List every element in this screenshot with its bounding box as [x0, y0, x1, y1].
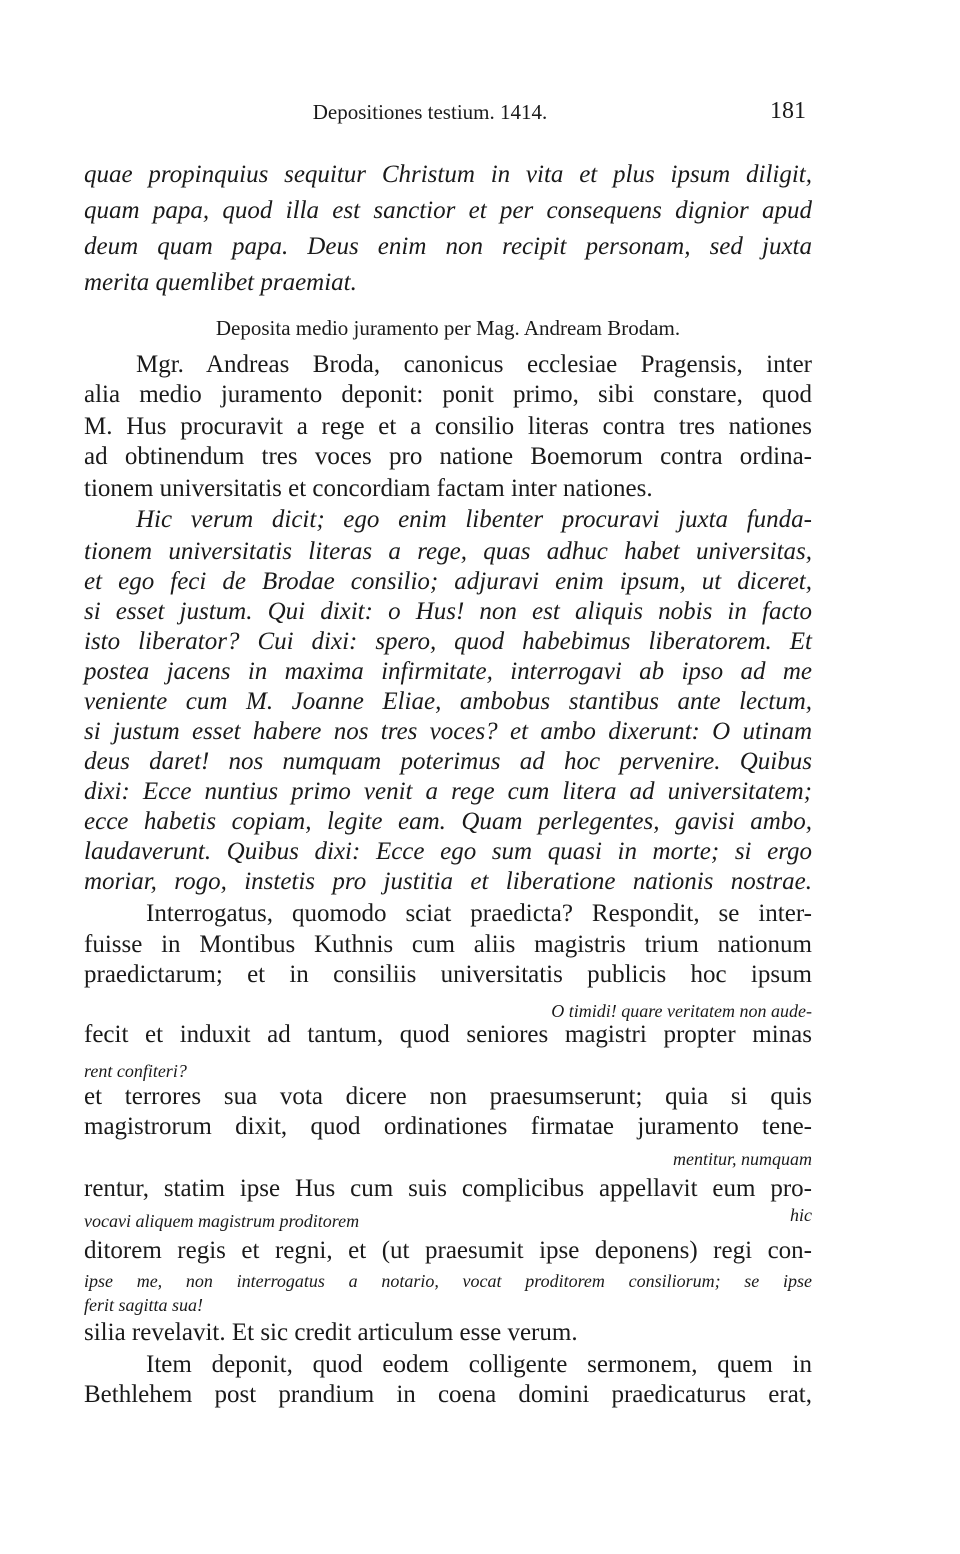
text-line: praedictarum; et in consiliis universitatis publicis hoc ipsum: [84, 961, 812, 988]
text-line: isto liberator? Cui dixi: spero, quod habebimus liberatorem. Et: [84, 628, 812, 655]
text-line: deus daret! nos numquam poterimus ad hoc pervenire. Quibus: [84, 748, 812, 775]
text-line: et terrores sua vota dicere non praesumserunt; quia si quis: [84, 1083, 812, 1110]
text-line: tionem universitatis literas a rege, quas adhuc habet universitas,: [84, 538, 812, 565]
text-line: laudaverunt. Quibus dixi: Ecce ego sum quasi in morte; si ergo: [84, 838, 812, 865]
text-line: Bethlehem post prandium in coena domini praedicaturus erat,: [84, 1381, 812, 1408]
text-line: Deposita medio juramento per Mag. Andream Brodam.: [215, 316, 681, 340]
text-line: quae propinquius sequitur Christum in vita et plus ipsum diligit,: [84, 161, 812, 188]
running-header: Depositiones testium. 1414.: [312, 100, 548, 124]
text-line: veniente cum M. Joanne Eliae, ambobus stantibus ante lectum,: [84, 688, 812, 715]
text-line: tionem universitatis et concordiam factam inter nationes.: [84, 475, 653, 502]
footnote-line: rent confiteri?: [84, 1061, 187, 1081]
text-line: si justum esset habere nos tres voces? et ambo dixerunt: O utinam: [84, 718, 812, 745]
text-line: ad obtinendum tres voces pro natione Boemorum contra ordina-: [84, 443, 812, 470]
text-line: moriar, rogo, instetis pro justitia et liberatione nationis nostrae.: [84, 868, 812, 895]
footnote-line: hic: [790, 1205, 812, 1225]
text-line: postea jacens in maxima infirmitate, interrogavi ab ipso ad me: [84, 658, 812, 685]
footnote-line: ipse me, non interrogatus a notario, vocat proditorem consiliorum; se ipse: [84, 1271, 812, 1291]
text-line: Interrogatus, quomodo sciat praedicta? Respondit, se inter-: [146, 900, 812, 927]
text-line: ecce habetis copiam, legite eam. Quam perlegentes, gavisi ambo,: [84, 808, 812, 835]
text-line: fuisse in Montibus Kuthnis cum aliis magistris trium nationum: [84, 931, 812, 958]
footnote-line: O timidi! quare veritatem non aude-: [551, 1001, 812, 1021]
text-line: ditorem regis et regni, et (ut praesumit ipse deponens) regi con-: [84, 1237, 812, 1264]
text-line: deum quam papa. Deus enim non recipit personam, sed juxta: [84, 233, 812, 260]
text-line: merita quemlibet praemiat.: [84, 269, 357, 296]
text-line: si esset justum. Qui dixit: o Hus! non est aliquis nobis in facto: [84, 598, 812, 625]
text-line: Mgr. Andreas Broda, canonicus ecclesiae Pragensis, inter: [136, 351, 812, 378]
footnote-line: mentitur, numquam: [673, 1149, 812, 1169]
text-line: dixi: Ecce nuntius primo venit a rege cum litera ad universitatem;: [84, 778, 812, 805]
text-line: alia medio juramento deponit: ponit primo, sibi constare, quod: [84, 381, 812, 408]
text-line: Item deponit, quod eodem colligente sermonem, quem in: [146, 1351, 812, 1378]
text-line: Hic verum dicit; ego enim libenter procuravi juxta funda-: [136, 506, 812, 533]
text-line: M. Hus procuravit a rege et a consilio literas contra tres nationes: [84, 413, 812, 440]
text-line: et ego feci de Brodae consilio; adjuravi enim ipsum, ut diceret,: [84, 568, 812, 595]
text-line: quam papa, quod illa est sanctior et per consequens dignior apud: [84, 197, 812, 224]
text-line: silia revelavit. Et sic credit articulum esse verum.: [84, 1319, 578, 1346]
text-line: magistrorum dixit, quod ordinationes firmatae juramento tene-: [84, 1113, 812, 1140]
text-line: fecit et induxit ad tantum, quod seniores magistri propter minas: [84, 1021, 812, 1048]
text-line: rentur, statim ipse Hus cum suis complicibus appellavit eum pro-: [84, 1175, 812, 1202]
page-number: 181: [770, 98, 806, 124]
footnote-line: vocavi aliquem magistrum proditorem: [84, 1211, 360, 1231]
footnote-line: ferit sagitta sua!: [84, 1295, 204, 1315]
